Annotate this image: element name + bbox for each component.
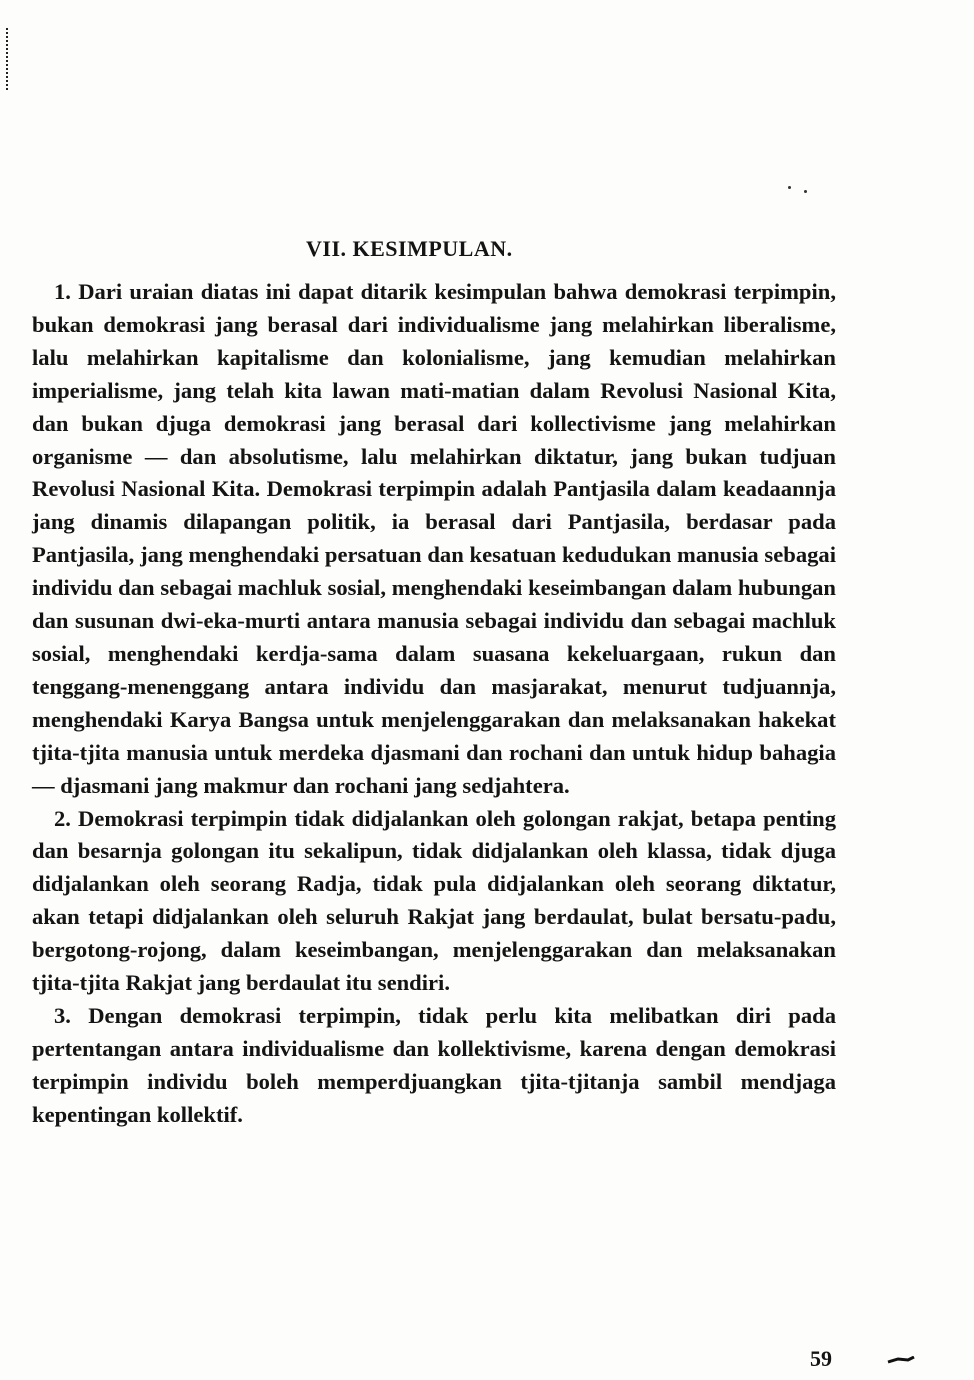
page-number: 59 <box>810 1346 832 1371</box>
margin-mark <box>6 28 11 90</box>
paragraph-3: 3. Dengan demokrasi terpimpin, tidak perlu kita melibatkan diri pada pertentangan antara individualisme dan kollektivisme, karena dengan demokrasi terpimpin individu boleh memperdjuangkan tjita-tjitanja sambil mendjaga kepentingan kollektif. <box>32 1002 836 1127</box>
scan-speck <box>788 186 791 189</box>
scan-speck <box>804 190 807 193</box>
paragraph-2: 2. Demokrasi terpimpin tidak didjalankan oleh golongan rakjat, betapa penting dan besarnja golongan itu sekalipun, tidak didjalankan oleh klassa, tidak djuga didjalankan oleh seorang Radja, tidak pula didjalankan oleh seorang diktatur, akan tetapi didjalankan oleh seluruh Rakjat jang berdaulat, bulat bersatu-padu, bergotong-rojong, dalam keseimbangan, menjelenggarakan dan melaksanakan tjita-tjita Rakjat jang berdaulat itu sendiri. <box>32 805 836 996</box>
scan-mark <box>886 1356 916 1364</box>
section-heading: VII. KESIMPULAN. <box>306 236 513 261</box>
body-text <box>32 276 836 1132</box>
paragraph-1: 1. Dari uraian diatas ini dapat ditarik kesimpulan bahwa demokrasi terpimpin, bukan demokrasi jang berasal dari individualisme jang melahirkan liberalisme, lalu melahirkan kapitalisme dan kolonialisme, jang kemudian melahirkan imperialisme, jang telah kita lawan mati-matian dalam Revolusi Nasional Kita, dan bukan djuga demokrasi jang berasal dari kollectivisme jang melahirkan organisme — dan absolutisme, lalu melahirkan diktatur, jang bukan tudjuan Revolusi Nasional Kita. Demokrasi terpimpin adalah Pantjasila dalam keadaannja jang dinamis dilapangan politik, ia berasal dari Pantjasila, berdasar pada Pantjasila, jang menghendaki persatuan dan kesatuan kedudukan manusia sebagai individu dan sebagai machluk sosial, menghendaki keseimbangan dalam hubungan dan susunan dwi-eka-murti antara manusia sebagai individu dan sebagai machluk sosial, menghendaki kerdja-sama dalam suasana kekeluargaan, rukun dan tenggang-menenggang antara individu dan masjarakat, menurut tudjuannja, menghendaki Karya Bangsa untuk menjelenggarakan dan melaksanakan hakekat tjita-tjita manusia untuk merdeka djasmani dan rochani dan untuk hidup bahagia — djasmani jang makmur dan rochani jang sedjahtera. <box>32 279 836 798</box>
